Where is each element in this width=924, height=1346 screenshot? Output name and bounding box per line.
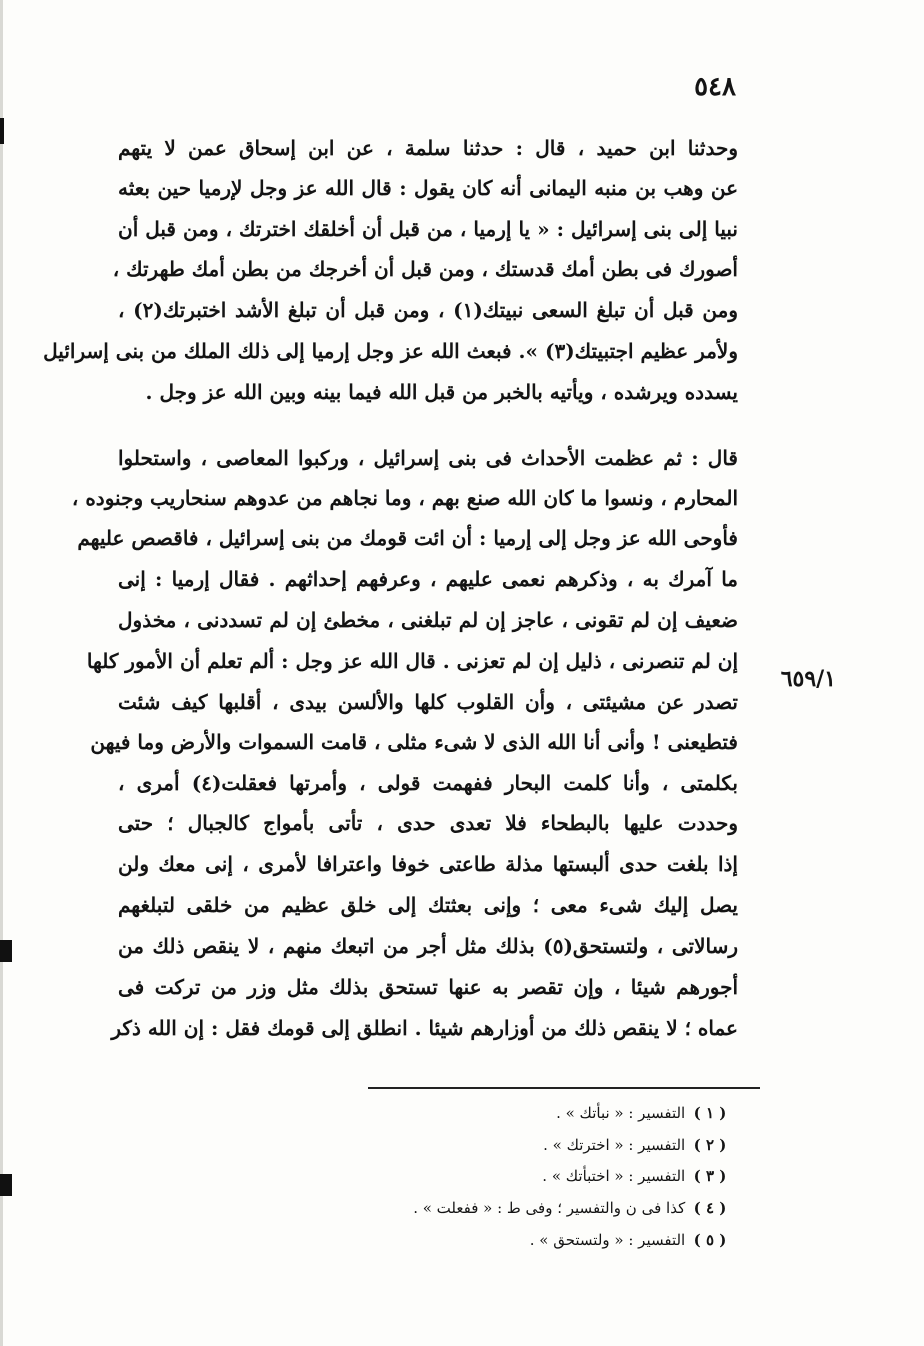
text-line: رسالاتى ، ولتستحق(٥) بذلك مثل أجر من اتبعك منهم ، لا ينقص ذلك من [118, 934, 738, 958]
footnote-number: ( ١ ) [693, 1104, 727, 1122]
text-line: فأوحى الله عز وجل إلى إرميا : أن ائت قومك من بنى إسرائيل ، فاقصص عليهم [77, 526, 738, 550]
scan-edge [0, 0, 3, 1346]
text-line: فتطيعنى ! وأنى أنا الله الذى لا شىء مثلى ، قامت السموات والأرض وما فيهن [90, 730, 738, 754]
footnote-text: التفسير : « اخترتك » . [543, 1136, 686, 1154]
text-line: عماه ؛ لا ينقص ذلك من أوزارهم شيئا . انطلق إلى قومك فقل : إن الله ذكر [111, 1016, 738, 1040]
footnote [310, 1193, 730, 1223]
text-line: بكلمتى ، وأنا كلمت البحار ففهمت قولى ، وأمرتها فعقلت(٤) أمرى ، [118, 771, 738, 795]
text-line: ولأمر عظيم اجتبيتك(٣) ». فبعث الله عز وجل إرميا إلى ذلك الملك من بنى إسرائيل [43, 339, 738, 363]
text-line: يسدده ويرشده ، ويأتيه بالخبر من قبل الله فيما بينه وبين الله عز وجل . [145, 380, 738, 404]
text-line: نبيا إلى بنى إسرائيل : « يا إرميا ، من قبل أن أخلقك اخترتك ، ومن قبل أن [118, 217, 738, 241]
scan-mark [0, 940, 12, 962]
text-line: قال : ثم عظمت الأحداث فى بنى إسرائيل ، وركبوا المعاصى ، واستحلوا [118, 446, 738, 470]
scan-mark [0, 118, 4, 144]
footnote-text: التفسير : « اختبأتك » . [542, 1167, 686, 1185]
text-line: المحارم ، ونسوا ما كان الله صنع بهم ، وما نجاهم من عدوهم سنحاريب وجنوده ، [71, 486, 738, 510]
text-line: وحددت عليها بالبطحاء فلا تعدى حدى ، تأتى بأمواج كالجبال ؛ حتى [118, 811, 738, 835]
margin-reference: ٦٥٩/١ [780, 666, 836, 692]
footnote-number: ( ٣ ) [693, 1167, 727, 1185]
footnote [330, 1225, 730, 1255]
footnote-text: كذا فى ن والتفسير ؛ وفى ط : « ففعلت » . [413, 1199, 686, 1217]
text-line: ضعيف إن لم تقونى ، عاجز إن لم تبلغنى ، مخطئ إن لم تسددنى ، مخذول [118, 608, 738, 632]
text-line: وحدثنا ابن حميد ، قال : حدثنا سلمة ، عن ابن إسحاق عمن لا يتهم [118, 136, 738, 160]
footnote-number: ( ٥ ) [693, 1231, 727, 1249]
footnote-number: ( ٢ ) [693, 1136, 727, 1154]
footnote [330, 1098, 730, 1128]
text-line: تصدر عن مشيئتى ، وأن القلوب كلها والألسن بيدى ، أقلبها كيف شئت [118, 690, 738, 714]
footnote-rule [368, 1087, 760, 1089]
text-line: عن وهب بن منبه اليمانى أنه كان يقول : قال الله عز وجل لإرميا حين بعثه [118, 176, 738, 200]
text-line: إذا بلغت حدى ألبستها مذلة طاعتى خوفا واعترافا لأمرى ، إنى معك ولن [118, 852, 738, 876]
text-line: أصورك فى بطن أمك قدستك ، ومن قبل أن أخرجك من بطن أمك طهرتك ، [112, 257, 738, 281]
text-line: ما آمرك به ، وذكرهم نعمى عليهم ، وعرفهم إحداثهم . فقال إرميا : إنى [118, 567, 738, 591]
text-line: أجورهم شيئا ، وإن تقصر به عنها تستحق بذلك مثل وزر من تركت فى [118, 975, 738, 999]
footnote [330, 1130, 730, 1160]
text-line: يصل إليك شىء معى ؛ وإنى بعثتك إلى خلق عظيم من خلقى لتبلغهم [118, 893, 738, 917]
footnote-text: التفسير : « نبأتك » . [556, 1104, 686, 1122]
text-line: ومن قبل أن تبلغ السعى نبيتك(١) ، ومن قبل أن تبلغ الأشد اختبرتك(٢) ، [118, 298, 738, 322]
text-line: إن لم تنصرنى ، ذليل إن لم تعزنى . قال الله عز وجل : ألم تعلم أن الأمور كلها [86, 649, 738, 673]
footnote-number: ( ٤ ) [693, 1199, 727, 1217]
footnote [330, 1161, 730, 1191]
scan-mark [0, 1174, 12, 1196]
footnote-text: التفسير : « ولتستحق » . [529, 1231, 686, 1249]
page-number: ٥٤٨ [694, 72, 736, 102]
